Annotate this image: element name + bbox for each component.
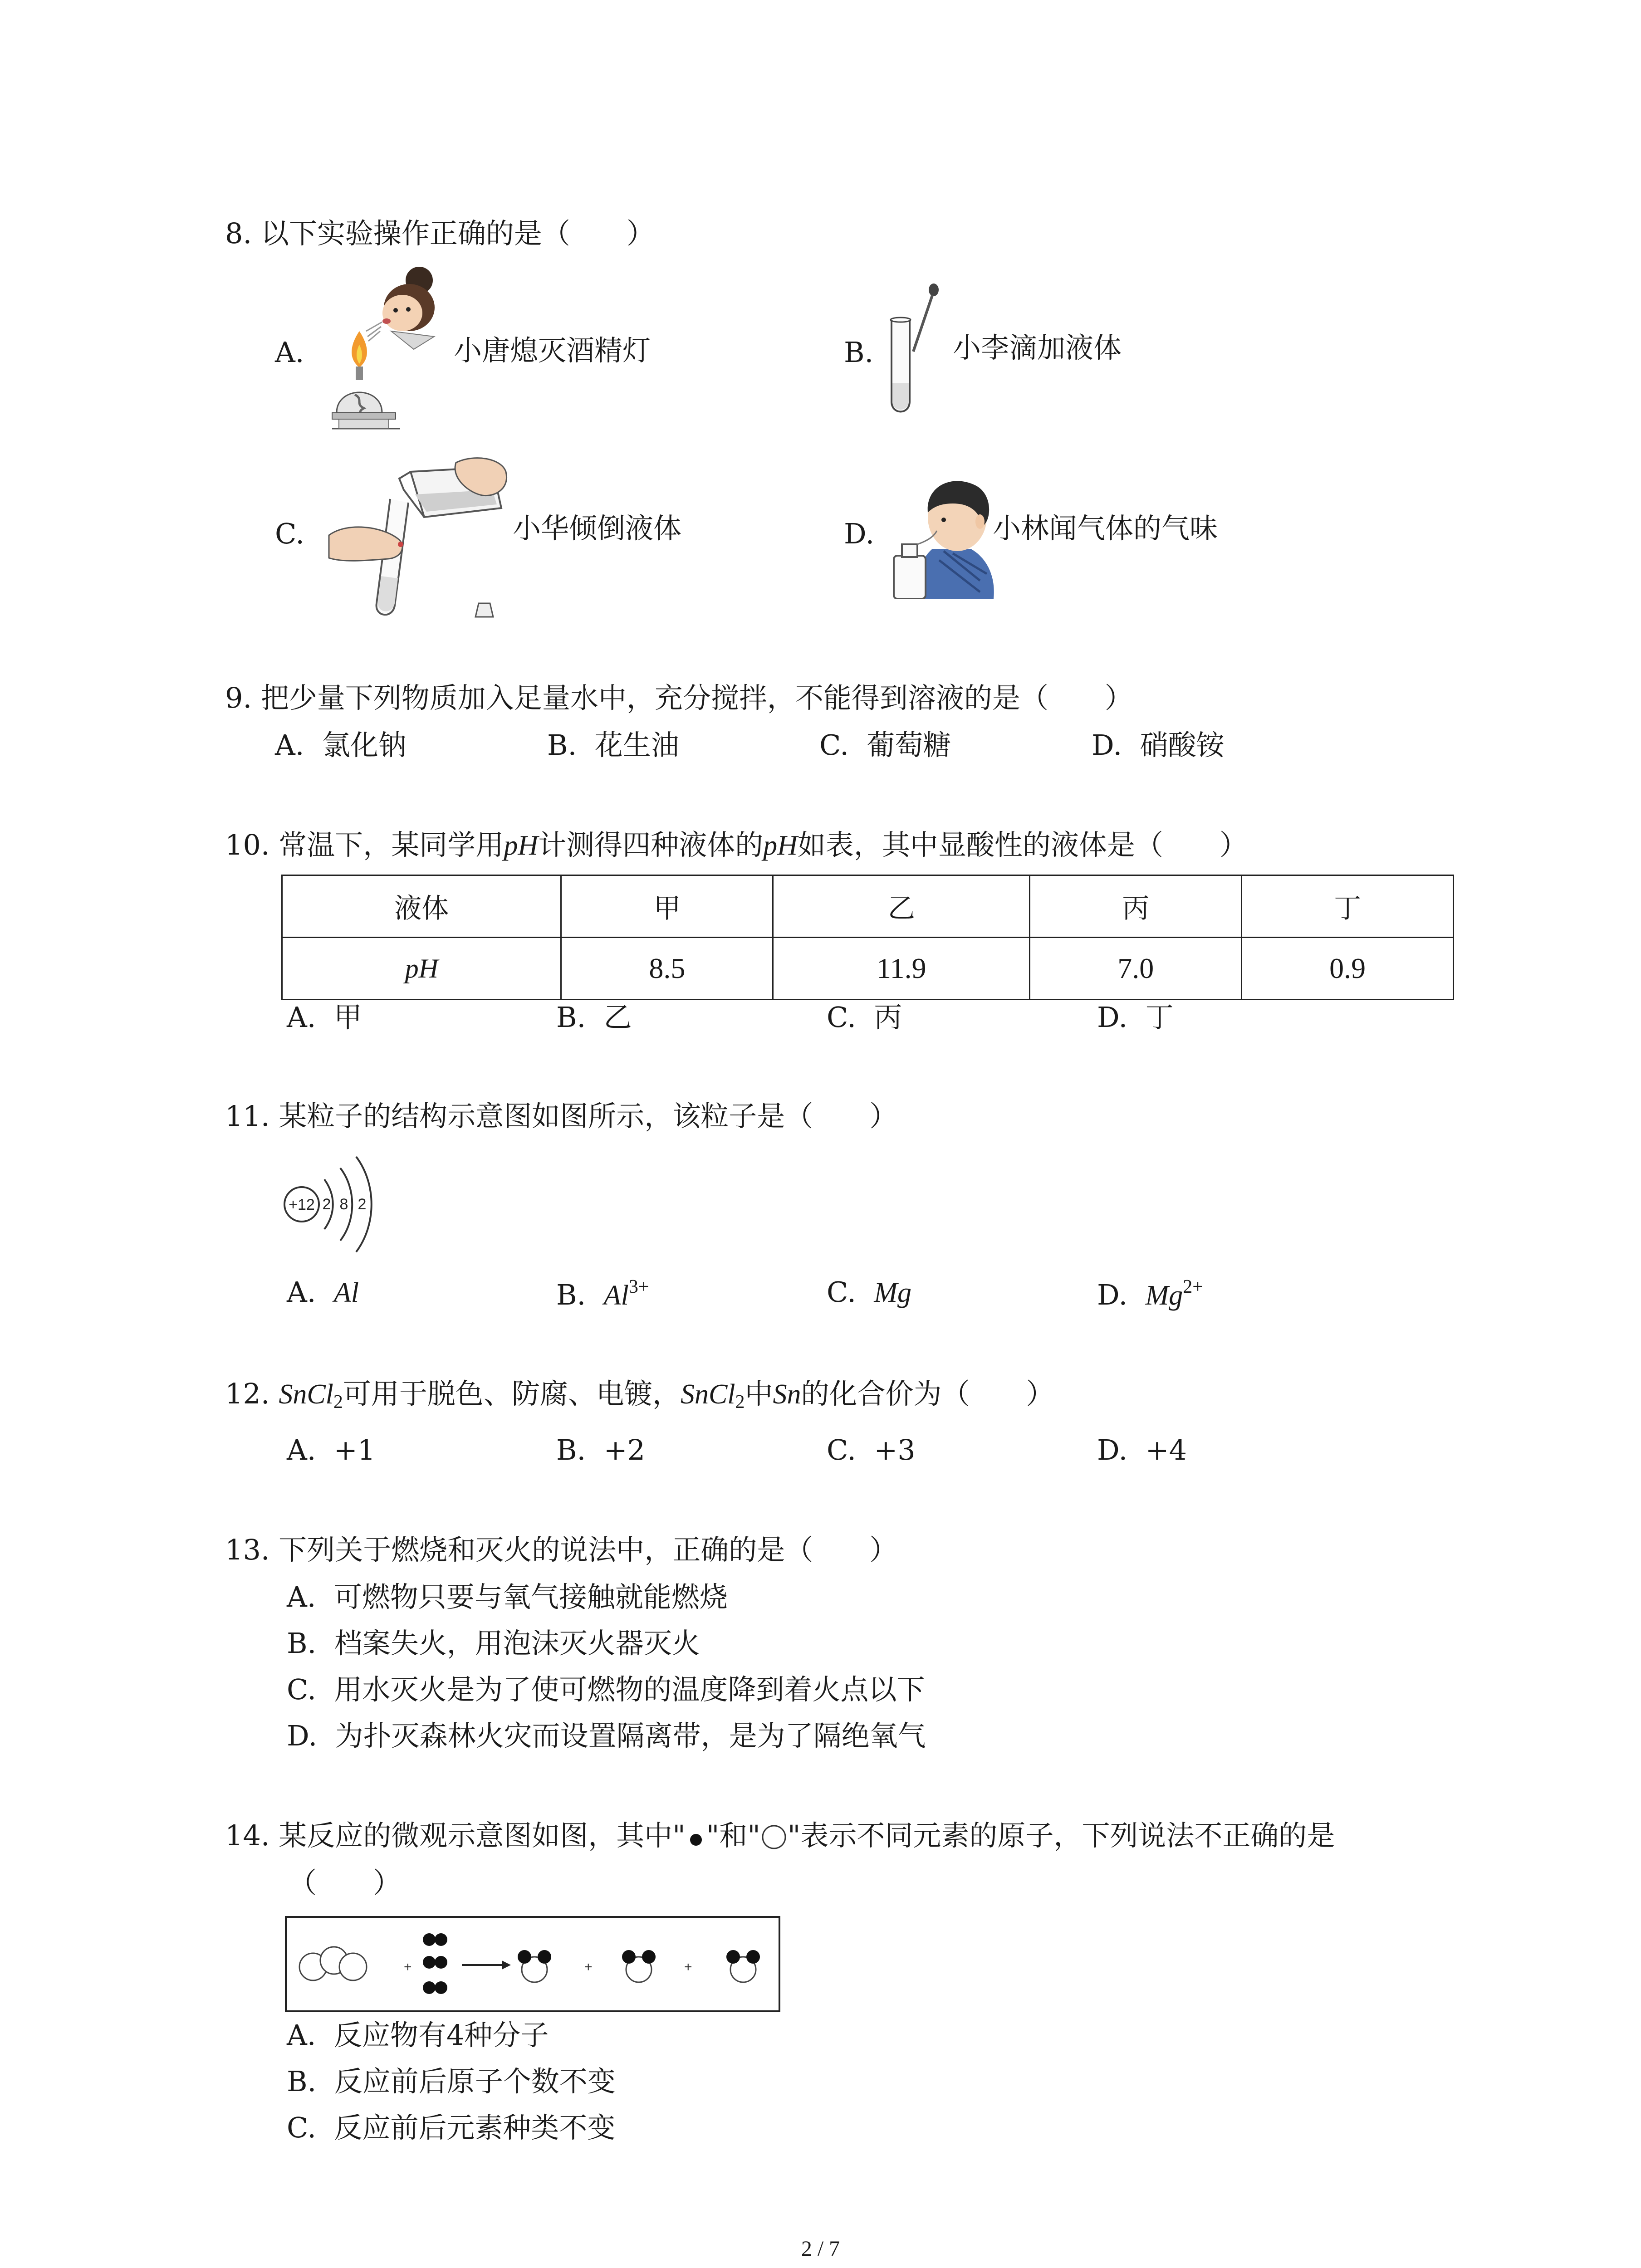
q11-option-b: B. $Al^{3+}$	[556, 1276, 649, 1311]
nucleus-charge: +12	[289, 1196, 315, 1213]
table-cell: 7.0	[1030, 938, 1242, 1000]
q11-option-d: D. $Mg^{2+}$	[1097, 1276, 1203, 1311]
plus-sign: +	[404, 1960, 412, 1975]
table-header-cell: 甲	[561, 875, 773, 938]
q9-stem: 9. 把少量下列物质加入足量水中，充分搅拌，不能得到溶液的是（ ）	[225, 681, 1133, 714]
q8-option-a-letter: A.	[275, 336, 304, 369]
q10-option-b: B. 乙	[556, 1001, 632, 1034]
q8-option-c-text: 小华倾倒液体	[513, 512, 682, 545]
q13-stem: 13. 下列关于燃烧和灭火的说法中，正确的是（ ）	[225, 1533, 898, 1566]
shell-electron-count: 8	[339, 1196, 348, 1213]
white-atom-icon	[760, 1823, 788, 1850]
q14-option-c: C. 反应前后元素种类不变	[287, 2111, 616, 2144]
q12-stem: 12. SnCl$_2$可用于脱色、防腐、电镀，SnCl$_2$中Sn的化合价为（ ）	[225, 1377, 1054, 1413]
page-number: 2 / 7	[801, 2237, 840, 2261]
q11-option-a: A. Al	[287, 1276, 359, 1309]
q11-option-c: C. Mg	[827, 1276, 912, 1309]
q10-option-d: D. 丁	[1097, 1001, 1174, 1034]
q12-option-a: A. +1	[287, 1433, 376, 1466]
q14-stem: 14. 某反应的微观示意图如图，其中" "和" "表示不同元素的原子，下列说法不正确的是	[225, 1819, 1335, 1852]
q8-option-c-letter: C.	[275, 517, 304, 550]
table-header-cell: 液体	[282, 875, 561, 938]
table-header-cell: 丙	[1030, 875, 1242, 938]
plus-sign: +	[684, 1960, 692, 1975]
q10-option-a: A. 甲	[287, 1001, 362, 1034]
shell-electron-count: 2	[322, 1196, 331, 1213]
q8-option-a-text: 小唐熄灭酒精灯	[454, 334, 651, 367]
reaction-micro-diagram	[285, 1916, 780, 2012]
q12-option-b: B. +2	[556, 1433, 646, 1466]
q9-option-b: B. 花生油	[547, 728, 679, 762]
black-atom-icon	[686, 1826, 706, 1847]
ph-table	[281, 875, 1454, 1000]
q9-option-c: C. 葡萄糖	[819, 728, 951, 762]
q8-option-d-text: 小林闻气体的气味	[993, 512, 1218, 545]
dropper-test-tube-illustration	[887, 284, 955, 420]
q8-option-b-text: 小李滴加液体	[953, 331, 1122, 364]
q12-option-c: C. +3	[827, 1433, 916, 1466]
plus-sign: +	[584, 1960, 593, 1975]
q12-option-d: D. +4	[1097, 1433, 1187, 1466]
q9-option-d: D. 硝酸铵	[1092, 728, 1225, 762]
extinguish-alcohol-lamp-illustration	[323, 263, 459, 449]
table-cell: 11.9	[773, 938, 1030, 1000]
q10-stem: 10. 常温下，某同学用pH计测得四种液体的pH如表，其中显酸性的液体是（ ）	[225, 828, 1248, 861]
q9-option-a: A. 氯化钠	[275, 728, 407, 762]
table-row	[282, 938, 1454, 1000]
q14-option-b: B. 反应前后原子个数不变	[287, 2065, 616, 2098]
q8-option-b-letter: B.	[844, 336, 874, 369]
q13-option-c: C. 用水灭火是为了使可燃物的温度降到着火点以下	[287, 1673, 925, 1706]
table-cell: 8.5	[561, 938, 773, 1000]
q14-stem-blank: （ ）	[289, 1866, 402, 1899]
shell-electron-count: 2	[358, 1196, 367, 1213]
table-header-row	[282, 875, 1454, 938]
q10-option-c: C. 丙	[827, 1001, 902, 1034]
q13-option-d: D. 为扑灭森林火灾而设置隔离带，是为了隔绝氧气	[287, 1719, 926, 1752]
q8-stem: 8. 以下实验操作正确的是（ ）	[225, 217, 655, 250]
pouring-liquid-illustration	[320, 454, 510, 626]
smelling-gas-illustration	[889, 476, 998, 599]
q13-option-a: A. 可燃物只要与氧气接触就能燃烧	[287, 1580, 728, 1613]
atomic-structure-diagram	[281, 1143, 390, 1261]
q8-option-d-letter: D.	[844, 517, 875, 550]
q14-option-a: A. 反应物有4种分子	[287, 2019, 549, 2052]
table-header-cell: 丁	[1242, 875, 1454, 938]
table-row-label: pH	[282, 938, 561, 1000]
q13-option-b: B. 档案失火，用泡沫灭火器灭火	[287, 1627, 700, 1660]
table-header-cell: 乙	[773, 875, 1030, 938]
table-cell: 0.9	[1242, 938, 1454, 1000]
q11-stem: 11. 某粒子的结构示意图如图所示，该粒子是（ ）	[225, 1100, 898, 1133]
